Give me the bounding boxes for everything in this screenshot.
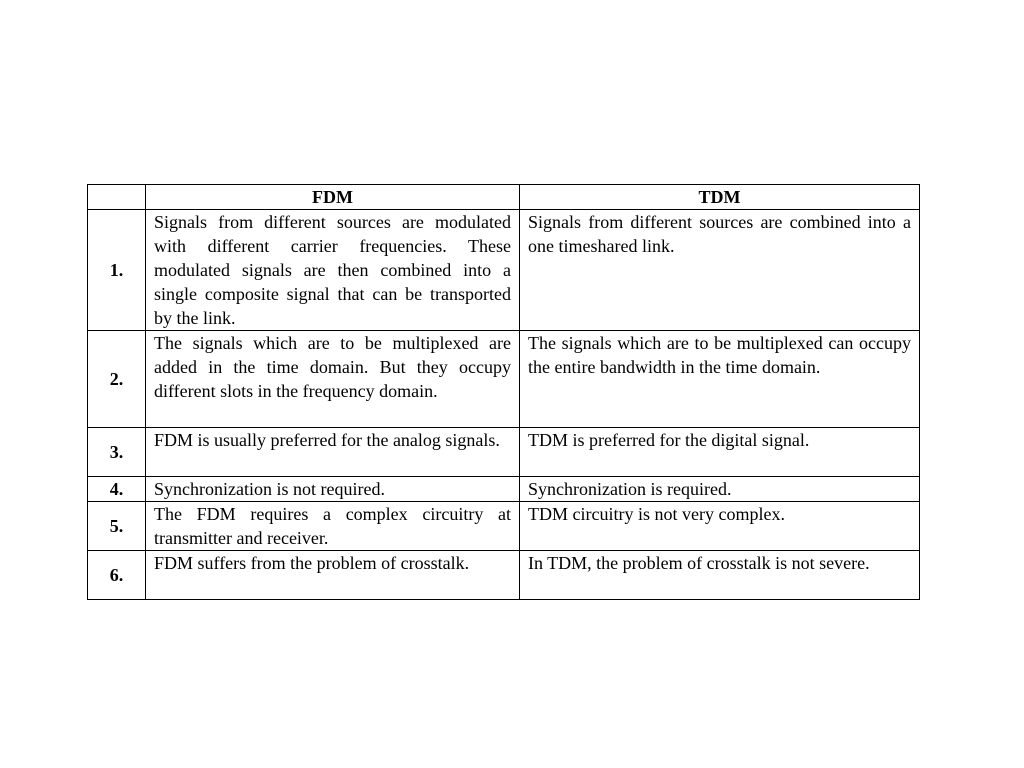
row-number: 2.: [88, 331, 146, 428]
header-fdm: FDM: [146, 185, 520, 210]
comparison-table: [87, 184, 920, 600]
tdm-cell: TDM is preferred for the digital signal.: [520, 428, 920, 477]
table-row: [88, 428, 920, 477]
tdm-cell: Signals from different sources are combined into a one timeshared link.: [520, 210, 920, 331]
row-number: 1.: [88, 210, 146, 331]
tdm-cell: The signals which are to be multiplexed can occupy the entire bandwidth in the time domain.: [520, 331, 920, 428]
table-row: [88, 551, 920, 600]
fdm-cell: Signals from different sources are modulated with different carrier frequencies. These modulated signals are then combined into a single composite signal that can be transported by the link.: [146, 210, 520, 331]
table-row: [88, 477, 920, 502]
table-header-row: [88, 185, 920, 210]
table-row: [88, 502, 920, 551]
fdm-cell: The FDM requires a complex circuitry at transmitter and receiver.: [146, 502, 520, 551]
row-number: 4.: [88, 477, 146, 502]
tdm-cell: TDM circuitry is not very complex.: [520, 502, 920, 551]
fdm-cell: The signals which are to be multiplexed are added in the time domain. But they occupy different slots in the frequency domain.: [146, 331, 520, 428]
fdm-cell: Synchronization is not required.: [146, 477, 520, 502]
header-number: [88, 185, 146, 210]
fdm-cell: FDM suffers from the problem of crosstalk.: [146, 551, 520, 600]
row-number: 3.: [88, 428, 146, 477]
row-number: 6.: [88, 551, 146, 600]
tdm-cell: Synchronization is required.: [520, 477, 920, 502]
row-number: 5.: [88, 502, 146, 551]
header-tdm: TDM: [520, 185, 920, 210]
tdm-cell: In TDM, the problem of crosstalk is not severe.: [520, 551, 920, 600]
table-row: [88, 210, 920, 331]
table-row: [88, 331, 920, 428]
fdm-cell: FDM is usually preferred for the analog signals.: [146, 428, 520, 477]
